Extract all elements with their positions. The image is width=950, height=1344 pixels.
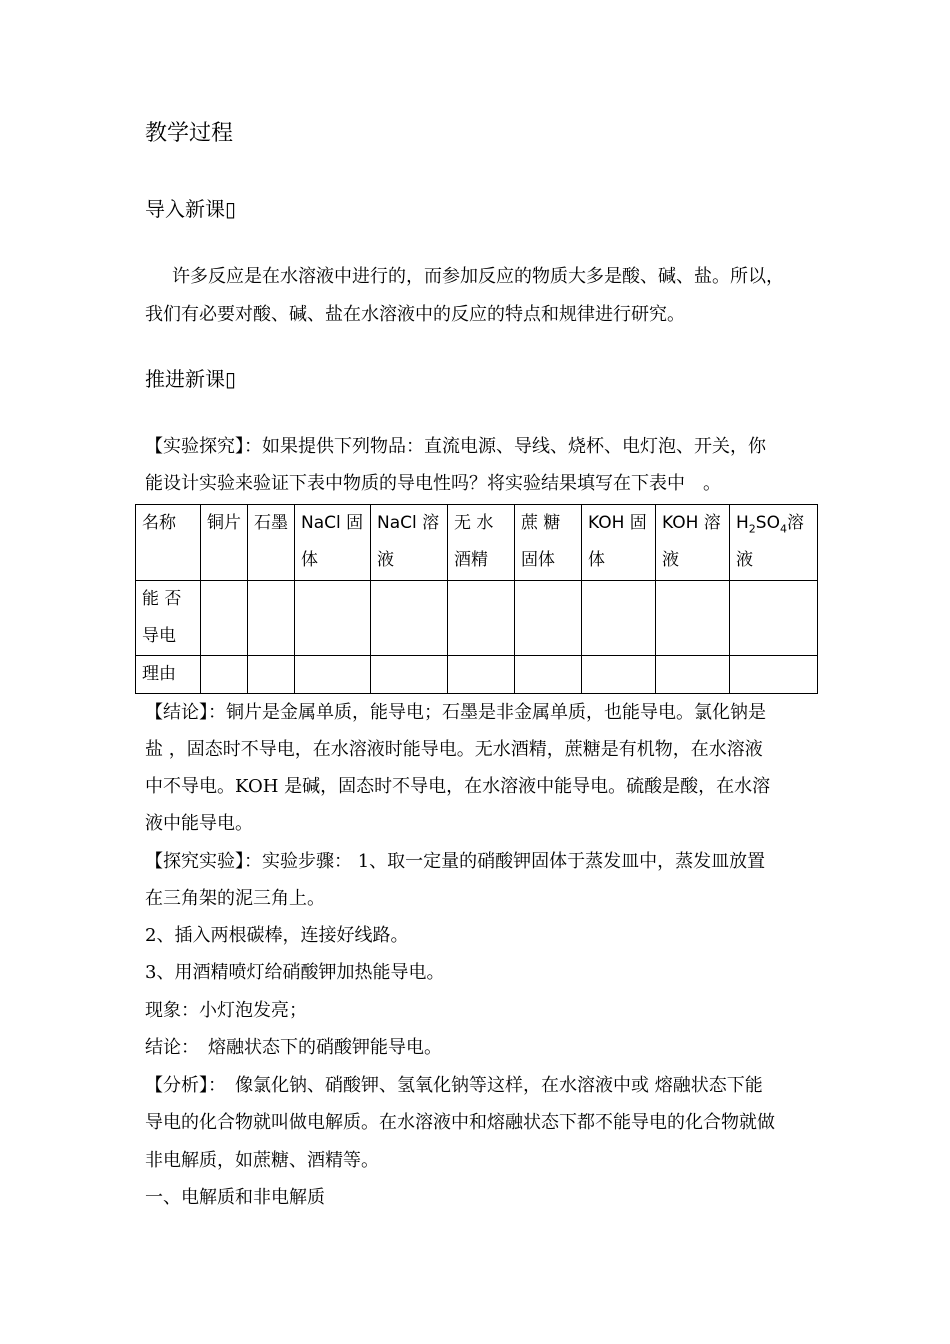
table-cell-empty [730, 656, 818, 694]
intro-para-line-1: 许多反应是在水溶液中进行的，而参加反应的物质大多是酸、碱、盐。所以， [172, 266, 784, 287]
experiment-line-2: 能设计实验来验证下表中物质的导电性吗？将实验结果填写在下表中 。 [145, 473, 721, 494]
table-header-cell-h2so4 [730, 505, 818, 581]
table-cell-empty [730, 581, 818, 656]
missing-glyph-icon: ▯ [225, 197, 237, 221]
table-header-cell: 铜片 [201, 505, 248, 581]
conductivity-table [135, 504, 818, 694]
formula-part: H [736, 513, 749, 533]
formula-part: SO [755, 513, 780, 533]
table-header-cell: NaCl 固体 [295, 505, 371, 581]
table-cell-empty [248, 656, 295, 694]
formula-subscript: 2 [748, 522, 756, 536]
advance-heading [145, 361, 815, 398]
table-header-cell: NaCl 溶液 [371, 505, 448, 581]
table-header-cell: 蔗 糖 固体 [515, 505, 582, 581]
advance-heading-text: 推进新课 [145, 367, 225, 391]
section-title: 教学过程 [145, 121, 234, 146]
explore-line-2: 在三角架的泥三角上。 [145, 888, 325, 909]
table-header-cell: 名称 [136, 505, 201, 581]
conclusion-line-2: 盐 ，固态时不导电，在水溶液时能导电。无水酒精，蔗糖是有机物，在水溶液 [145, 739, 763, 760]
formula-subscript: 4 [779, 522, 787, 536]
subsection-heading: 一、电解质和非电解质 [145, 1187, 325, 1208]
table-cell-empty [656, 656, 730, 694]
analysis-line-3: 非电解质，如蔗糖、酒精等。 [145, 1150, 379, 1171]
intro-heading [145, 191, 815, 228]
explore-step-2: 2、插入两根碳棒，连接好线路。 [145, 925, 409, 946]
intro-para-line-2: 我们有必要对酸、碱、盐在水溶液中的反应的特点和规律进行研究。 [145, 304, 685, 325]
table-cell-empty [371, 581, 448, 656]
explore-line-1: 【探究实验】：实验步骤： 1、取一定量的硝酸钾固体于蒸发皿中，蒸发皿放置 [145, 851, 766, 872]
table-header-cell: KOH 固体 [582, 505, 656, 581]
conclusion-line-3: 中不导电。KOH 是碱，固态时不导电，在水溶液中能导电。硫酸是酸，在水溶 [145, 776, 771, 797]
formula-part: 溶液 [736, 513, 804, 570]
conclusion-line-4: 液中能导电。 [145, 813, 253, 834]
table-cell-empty [201, 656, 248, 694]
table-cell-empty [248, 581, 295, 656]
table-cell-empty [371, 656, 448, 694]
table-cell-empty [515, 656, 582, 694]
table-header-cell: 无 水 酒精 [448, 505, 515, 581]
table-cell-empty [582, 581, 656, 656]
analysis-line-2: 导电的化合物就叫做电解质。在水溶液中和熔融状态下都不能导电的化合物就做 [145, 1112, 775, 1133]
table-header-cell: 石墨 [248, 505, 295, 581]
missing-glyph-icon: ▯ [225, 367, 237, 391]
explore-result: 结论： 熔融状态下的硝酸钾能导电。 [145, 1037, 442, 1058]
table-header-row [136, 505, 818, 581]
row-label: 能 否 导电 [136, 581, 201, 656]
table-cell-empty [201, 581, 248, 656]
experiment-line-1: 【实验探究】：如果提供下列物品：直流电源、导线、烧杯、电灯泡、开关，你 [145, 436, 766, 457]
table-cell-empty [515, 581, 582, 656]
explore-phenomenon: 现象：小灯泡发亮； [145, 1000, 307, 1021]
table-cell-empty [656, 581, 730, 656]
explore-step-3: 3、用酒精喷灯给硝酸钾加热能导电。 [145, 962, 445, 983]
table-cell-empty [295, 581, 371, 656]
table-row-conduct [136, 581, 818, 656]
table-cell-empty [448, 581, 515, 656]
table-cell-empty [448, 656, 515, 694]
analysis-line-1: 【分析】： 像氯化钠、硝酸钾、氢氧化钠等这样，在水溶液中或 熔融状态下能 [145, 1075, 763, 1096]
table-cell-empty [582, 656, 656, 694]
table-header-cell: KOH 溶液 [656, 505, 730, 581]
conclusion-line-1: 【结论】：铜片是金属单质，能导电；石墨是非金属单质，也能导电。氯化钠是 [145, 702, 766, 723]
table-row-reason [136, 656, 818, 694]
intro-heading-text: 导入新课 [145, 197, 225, 221]
table-cell-empty [295, 656, 371, 694]
row-label: 理由 [136, 656, 201, 694]
